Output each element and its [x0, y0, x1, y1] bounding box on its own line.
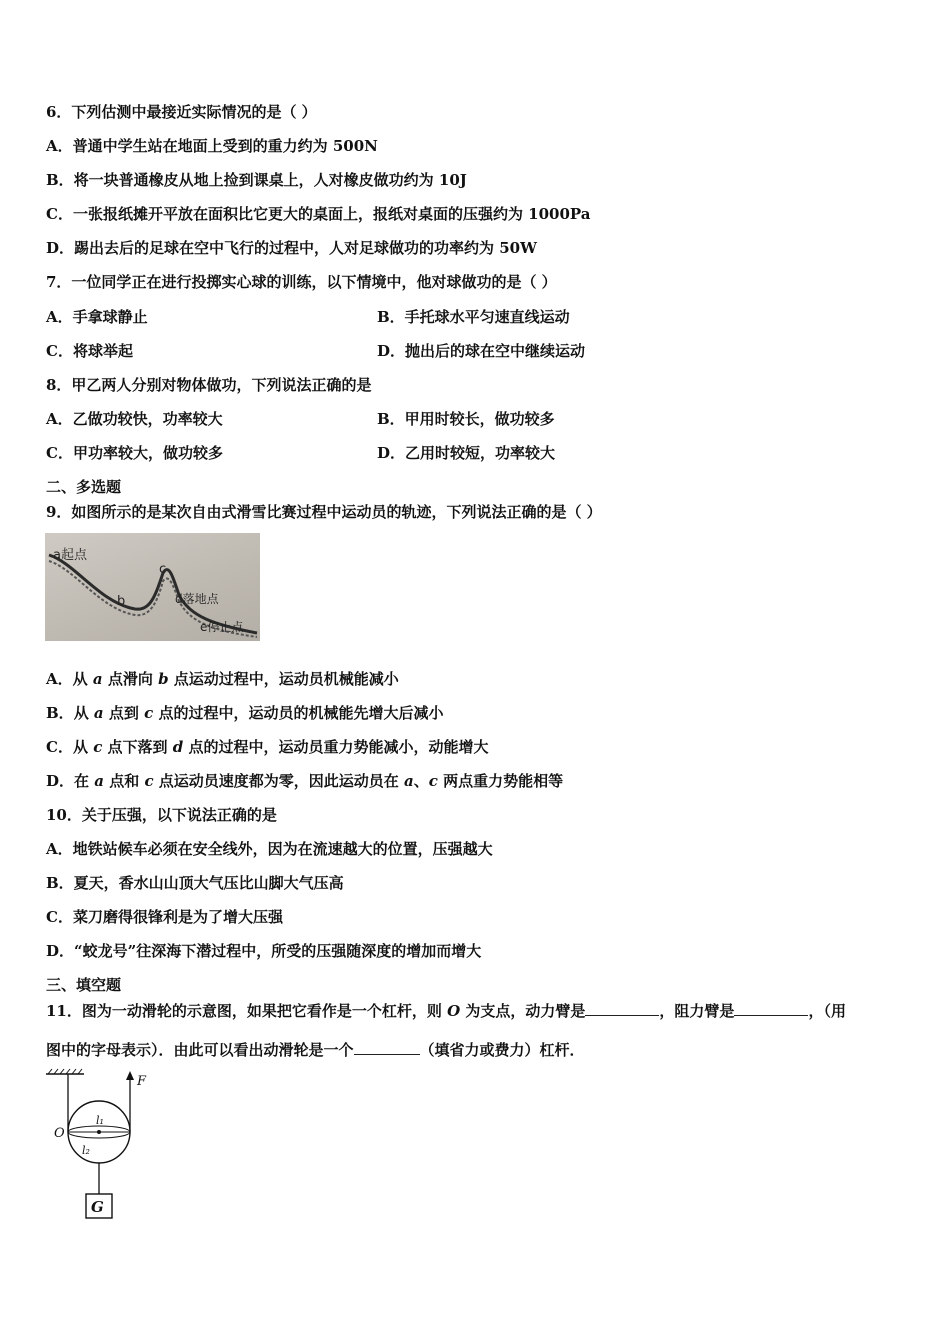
- q8-option-d: D．乙用时较短，功率较大: [377, 444, 556, 462]
- movable-pulley-diagram: [44, 1068, 164, 1228]
- answer-blank-lever-type[interactable]: [354, 1040, 420, 1055]
- arm-label-l2: l₂: [82, 1144, 90, 1157]
- q10-option-d: D．“蛟龙号”往深海下潜过程中，所受的压强随深度的增加而增大: [46, 942, 482, 960]
- q9-option-c: C．从 c 点下落到 d 点的过程中，运动员重力势能减小，动能增大: [46, 738, 489, 756]
- q9-option-b: B．从 a 点到 c 点的过程中，运动员的机械能先增大后减小: [46, 704, 444, 722]
- figure-label-e: e停止点: [200, 620, 244, 634]
- weight-label-g: G: [91, 1198, 104, 1216]
- q10-option-a: A．地铁站候车必须在安全线外，因为在流速越大的位置，压强越大: [46, 840, 493, 858]
- q10-stem: 10．关于压强，以下说法正确的是: [46, 806, 277, 824]
- q9-option-a: A．从 a 点滑向 b 点运动过程中，运动员机械能减小: [46, 670, 399, 688]
- pivot-label-o: O: [54, 1126, 65, 1141]
- q9-option-d: D．在 a 点和 c 点运动员速度都为零，因此运动员在 a、c 两点重力势能相等: [46, 772, 564, 790]
- section-heading-multi-choice: 二、多选题: [46, 478, 122, 496]
- force-label-f: F: [137, 1074, 147, 1089]
- q6-stem: 6．下列估测中最接近实际情况的是（ ）: [46, 103, 317, 121]
- q7-stem: 7．一位同学正在进行投掷实心球的训练，以下情境中，他对球做功的是（ ）: [46, 273, 557, 291]
- q9-stem: 9．如图所示的是某次自由式滑雪比赛过程中运动员的轨迹，下列说法正确的是（ ）: [46, 503, 602, 521]
- q6-option-a: A．普通中学生站在地面上受到的重力约为 500N: [46, 137, 378, 155]
- q8-stem: 8．甲乙两人分别对物体做功，下列说法正确的是: [46, 376, 372, 394]
- arm-label-l1: l₁: [96, 1114, 104, 1127]
- q6-option-b: B．将一块普通橡皮从地上捡到课桌上，人对橡皮做功约为 10J: [46, 171, 467, 189]
- answer-blank-resistance-arm[interactable]: [734, 1001, 808, 1016]
- q6-option-c: C．一张报纸摊开平放在面积比它更大的桌面上，报纸对桌面的压强约为 1000Pa: [46, 205, 591, 223]
- q11-line-1: 11．图为一动滑轮的示意图，如果把它看作是一个杠杆，则 O 为支点，动力臂是 ，阻力臂是 ，（用: [46, 1002, 846, 1020]
- q8-option-c: C．甲功率较大，做功较多: [46, 444, 223, 462]
- ski-trajectory-figure: [45, 533, 260, 641]
- q7-option-b: B．手托球水平匀速直线运动: [377, 308, 570, 326]
- q8-option-b: B．甲用时较长，做功较多: [377, 410, 555, 428]
- figure-label-c: c: [159, 562, 167, 577]
- q6-option-d: D．踢出去后的足球在空中飞行的过程中，人对足球做功的功率约为 50W: [46, 239, 537, 257]
- q8-option-a: A．乙做功较快，功率较大: [46, 410, 223, 428]
- q10-option-c: C．菜刀磨得很锋利是为了增大压强: [46, 908, 283, 926]
- answer-blank-power-arm[interactable]: [585, 1001, 659, 1016]
- q7-option-a: A．手拿球静止: [46, 308, 148, 326]
- figure-label-a: a起点: [53, 548, 87, 563]
- figure-label-b: b: [117, 594, 126, 609]
- q10-option-b: B．夏天，香水山山顶大气压比山脚大气压高: [46, 874, 344, 892]
- section-heading-fill-blank: 三、填空题: [46, 976, 122, 994]
- q7-option-d: D．抛出后的球在空中继续运动: [377, 342, 586, 360]
- figure-label-d: d落地点: [175, 592, 219, 606]
- q7-option-c: C．将球举起: [46, 342, 133, 360]
- q11-line-2: 图中的字母表示）．由此可以看出动滑轮是一个 （填省力或费力）杠杆．: [46, 1041, 585, 1059]
